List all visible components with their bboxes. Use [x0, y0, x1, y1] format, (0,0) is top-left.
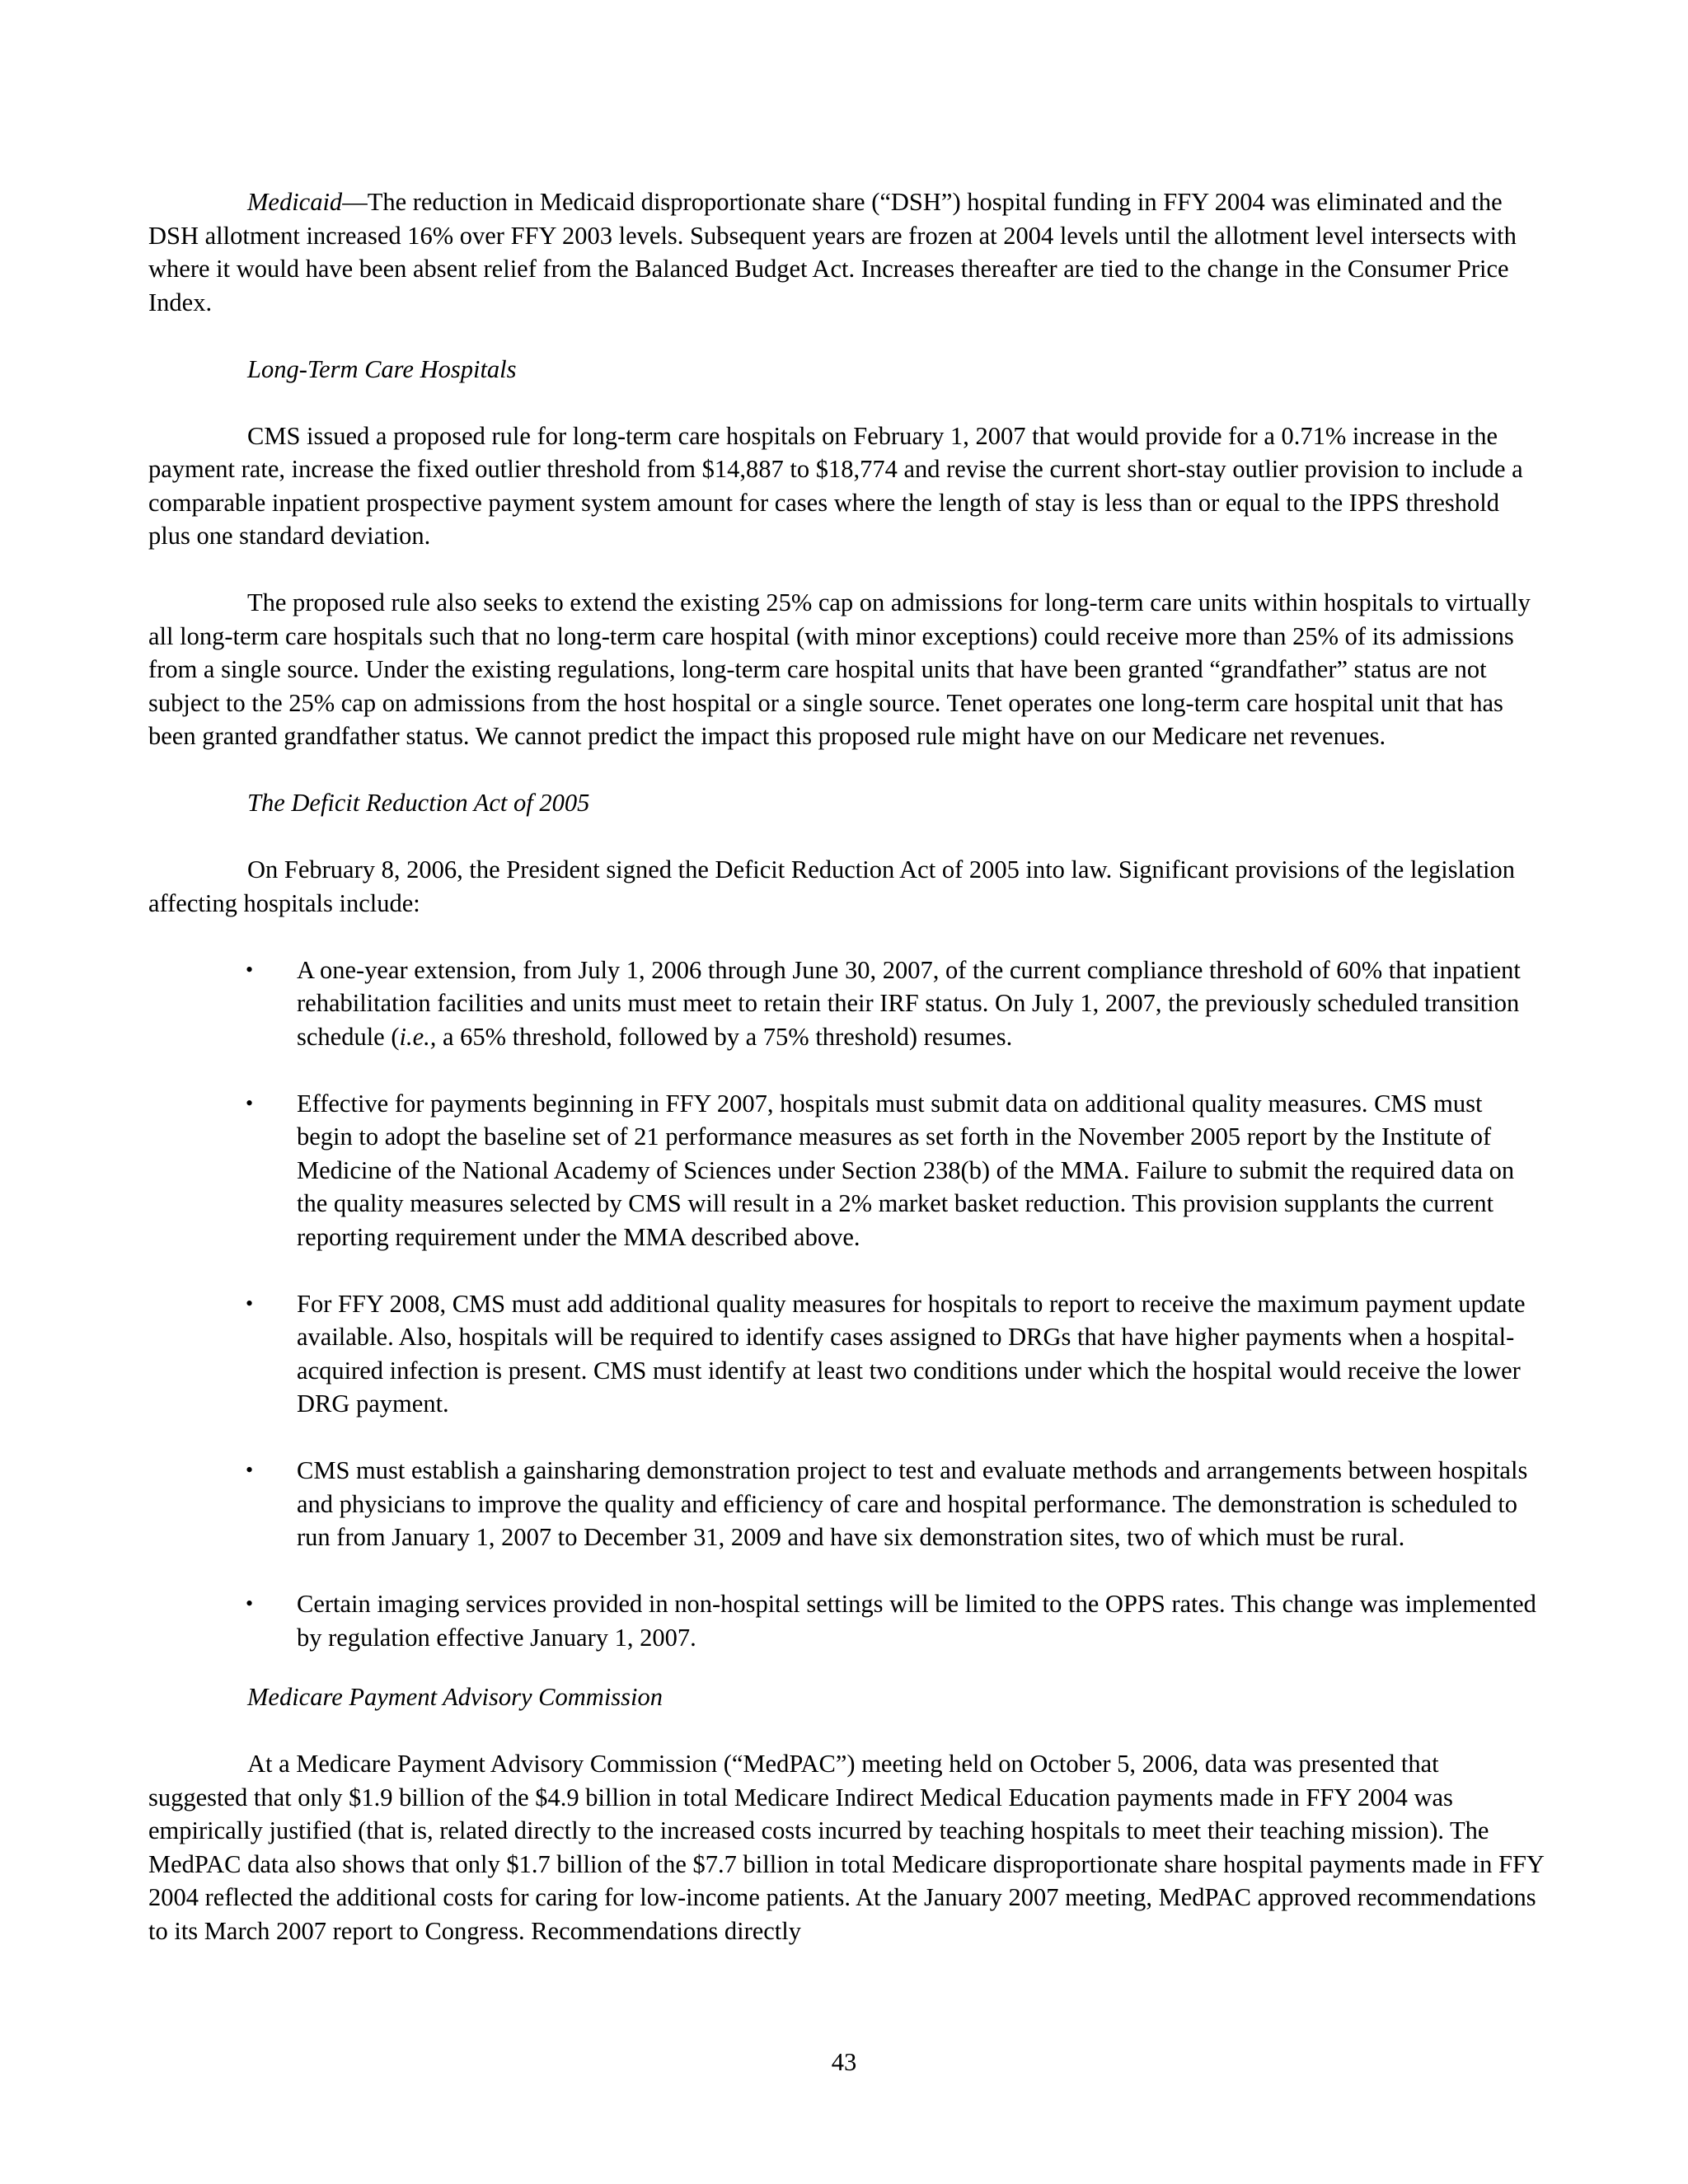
dra-intro-paragraph: On February 8, 2006, the President signed the Deficit Reduction Act of 2005 into law. Significant provisions of the legislation affecting hospitals include: — [148, 855, 1516, 917]
list-item — [148, 1087, 1544, 1254]
page-number: 43 — [831, 2048, 857, 2076]
medicaid-lead: Medicaid — [247, 188, 343, 216]
list-item — [148, 1287, 1544, 1421]
bullet-icon: • — [246, 1090, 254, 1115]
ltch-paragraph-2: The proposed rule also seeks to extend the existing 25% cap on admissions for long-term care units within hospitals to virtually all long-term care hospitals such that no long-term care hospital (with minor exceptions) could receive more than 25% of its admissions from a single source. Under the existing regulations, long-term care hospital units that have been granted “grandfather” status are not subject to the 25% cap on admissions from the host hospital or a single source. Tenet operates one long-term care hospital unit that has been granted grandfather status. We cannot predict the impact this proposed rule might have on our Medicare net revenues. — [148, 588, 1531, 750]
bullet-icon: • — [246, 1591, 254, 1615]
page-content — [148, 185, 1544, 1947]
ltch-heading: Long-Term Care Hospitals — [247, 354, 517, 383]
list-item — [148, 1587, 1544, 1654]
bullet-icon: • — [246, 1458, 254, 1482]
dra-heading: The Deficit Reduction Act of 2005 — [247, 789, 590, 817]
ltch-paragraph-1: CMS issued a proposed rule for long-term care hospitals on February 1, 2007 that would provide for a 0.71% increase in the payment rate, increase the fixed outlier threshold from $14,887 to $18,774 and revise the current short-stay outlier provision to include a comparable inpatient prospective payment system amount for cases where the length of stay is less than or equal to the IPPS threshold plus one standard deviation. — [148, 421, 1523, 550]
medpac-paragraph: At a Medicare Payment Advisory Commission (“MedPAC”) meeting held on October 5, 2006, data was presented that suggested that only $1.9 billion of the $4.9 billion in total Medicare Indirect Medical Education payments made in FFY 2004 was empirically justified (that is, related directly to the increased costs incurred by teaching hospitals to meet their teaching mission). The MedPAC data also shows that only $1.7 billion of the $7.7 billion in total Medicare disproportionate share hospital payments made in FFY 2004 reflected the additional costs for caring for low-income patients. At the January 2007 meeting, MedPAC approved recommendations to its March 2007 report to Congress. Recommendations directly — [148, 1750, 1544, 1945]
dra-provisions-list — [148, 954, 1544, 1655]
bullet-2-text: Effective for payments beginning in FFY 2007, hospitals must submit data on additional quality measures. CMS must begin to adopt the baseline set of 21 performance measures as set forth in the November 2005 report by the Institute of Medicine of the National Academy of Sciences under Section 238(b) of the MMA. Failure to submit the required data on the quality measures selected by CMS will result in a 2% market basket reduction. This provision supplants the current reporting requirement under the MMA described above. — [297, 1089, 1515, 1251]
bullet-1-ie: i.e., — [399, 1022, 437, 1051]
medpac-heading: Medicare Payment Advisory Commission — [247, 1683, 663, 1711]
bullet-icon: • — [246, 1291, 254, 1315]
list-item — [148, 954, 1544, 1054]
bullet-3-text: For FFY 2008, CMS must add additional quality measures for hospitals to report to receive the maximum payment update available. Also, hospitals will be required to identify cases assigned to DRGs that have higher payments when a hospital-acquired infection is present. CMS must identify at least two conditions under which the hospital would receive the lower DRG payment. — [297, 1289, 1526, 1418]
list-item — [148, 1454, 1544, 1554]
medicaid-text: —The reduction in Medicaid disproportionate share (“DSH”) hospital funding in FFY 2004 was eliminated and the DSH allotment increased 16% over FFY 2003 levels. Subsequent years are frozen at 2004 levels until the allotment level intersects with where it would have been absent relief from the Balanced Budget Act. Increases thereafter are tied to the change in the Consumer Price Index. — [148, 188, 1517, 316]
bullet-5-text: Certain imaging services provided in non-hospital settings will be limited to the OPPS rates. This change was implemented by regulation effective January 1, 2007. — [297, 1590, 1536, 1652]
bullet-1-text-b: a 65% threshold, followed by a 75% threshold) resumes. — [436, 1022, 1013, 1051]
medicaid-paragraph — [148, 185, 1544, 319]
bullet-icon: • — [246, 957, 254, 982]
bullet-4-text: CMS must establish a gainsharing demonstration project to test and evaluate methods and arrangements between hospitals and physicians to improve the quality and efficiency of care and hospital performance. The demonstration is scheduled to run from January 1, 2007 to December 31, 2009 and have six demonstration sites, two of which must be rural. — [297, 1456, 1528, 1551]
bullet-1-text-a: A one-year extension, from July 1, 2006 through June 30, 2007, of the current compliance threshold of 60% that inpatient rehabilitation facilities and units must meet to retain their IRF status. On July 1, 2007, the previously scheduled transition schedule ( — [297, 955, 1521, 1051]
